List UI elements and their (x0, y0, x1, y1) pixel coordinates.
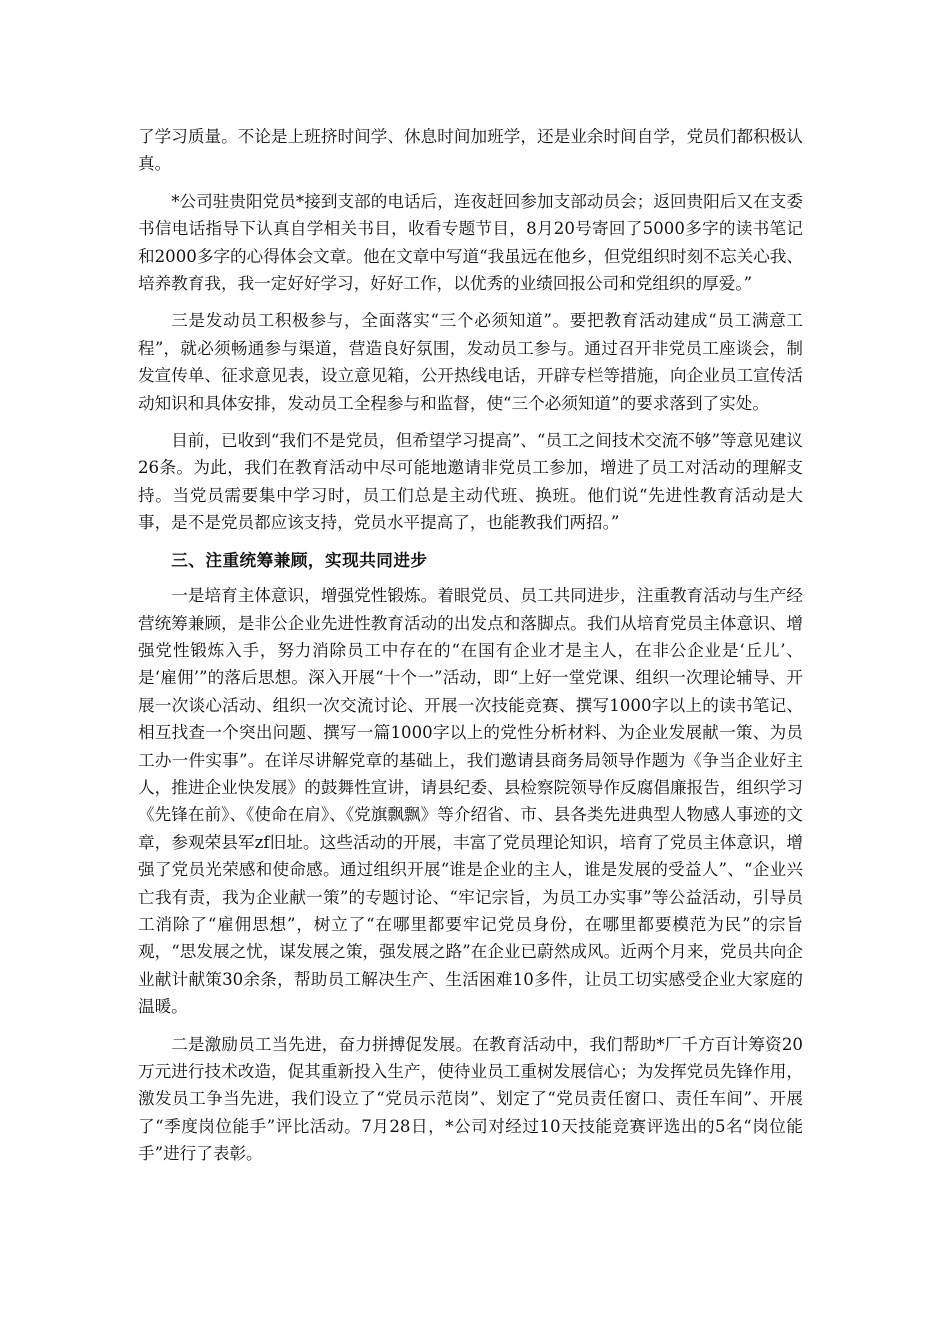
paragraph-suggestions: 目前，已收到“我们不是党员，但希望学习提高”、“员工之间技术交流不够”等意见建议26条。为此，我们在教育活动中尽可能地邀请非党员工参加，增进了员工对活动的理解支持。当党员需要集中学习时，员工们总是主动代班、换班。他们说“先进性教育活动是大事，是不是党员都应该支持，党员水平提高了，也能教我们两招。” (138, 431, 803, 533)
paragraph-encourage-employees: 二是激励员工当先进，奋力拼搏促发展。在教育活动中，我们帮助*厂千方百计筹资20万元进行技术改造，促其重新投入生产，使待业员工重树发展信心；为发挥党员先锋作用，激发员工争当先进，我们设立了“党员示范岗”、划定了“党员责任窗口、责任车间”、开展了“季度岗位能手”评比活动。7月28日，*公司对经过10天技能竞赛评选出的5名“岗位能手”进行了表彰。 (138, 1034, 803, 1164)
paragraph-employee-participation: 三是发动员工积极参与，全面落实“三个必须知道”。要把教育活动建成“员工满意工程”，就必须畅通参与渠道，营造良好氛围，发动员工参与。通过召开非党员工座谈会，制发宣传单、征求意见表，设立意见箱，公开热线电话，开辟专栏等措施，向企业员工宣传活动知识和具体安排，发动员工全程参与和监督，使“三个必须知道”的要求落到了实处。 (138, 311, 803, 413)
section-heading: 三、注重统筹兼顾，实现共同进步 (171, 550, 428, 570)
paragraph-subject-awareness: 一是培育主体意识，增强党性锻炼。着眼党员、员工共同进步，注重教育活动与生产经营统筹兼顾，是非公企业先进性教育活动的出发点和落脚点。我们从培育党员主体意识、增强党性锻炼入手，努力消除员工中存在的“在国有企业才是主人，在非公企业是‘丘儿’、是‘雇佣’”的落后思想。深入开展“十个一”活动，即“上好一堂党课、组织一次理论辅导、开展一次谈心活动、组织一次交流讨论、开展一次技能竞赛、撰写1000字以上的读书笔记、相互找查一个突出问题、撰写一篇1000字以上的党性分析材料、为企业发展献一策、为员工办一件实事”。在详尽讲解党章的基础上，我们邀请县商务局领导作题为《争当企业好主人，推进企业快发展》的鼓舞性宣讲，请县纪委、县检察院领导作反腐倡廉报告，组织学习《先锋在前》、《使命在肩》、《党旗飘飘》等介绍省、市、县各类先进典型人物感人事迹的文章，参观荣县军zf旧址。这些活动的开展，丰富了党员理论知识，培育了党员主体意识，增强了党员光荣感和使命感。通过组织开展“谁是企业的主人，谁是发展的受益人”、“企业兴亡我有责，我为企业献一策”的专题讨论、“牢记宗旨，为员工办实事”等公益活动，引导员工消除了“雇佣思想”，树立了“在哪里都要牢记党员身份，在哪里都要模范为民”的宗旨观，“思发展之忧，谋发展之策，强发展之路”在企业已蔚然成风。近两个月来，党员共向企业献计献策30余条，帮助员工解决生产、生活困难10多件，让员工切实感受企业大家庭的温暖。 (138, 586, 803, 1017)
paragraph-continued: 了学习质量。不论是上班挤时间学、休息时间加班学，还是业余时间自学，党员们都积极认真。 (138, 127, 803, 174)
paragraph-guiyang-member: *公司驻贵阳党员*接到支部的电话后，连夜赶回参加支部动员会；返回贵阳后又在支委书信电话指导下认真自学相关书目，收看专题节目，8月20号寄回了5000多字的读书笔记和2000多字的心得体会文章。他在文章中写道“我虽远在他乡，但党组织时刻不忘关心我、培养教育我，我一定好好学习，好好工作，以优秀的业绩回报公司和党组织的厚爱。” (138, 191, 803, 294)
document-body (138, 123, 803, 1178)
